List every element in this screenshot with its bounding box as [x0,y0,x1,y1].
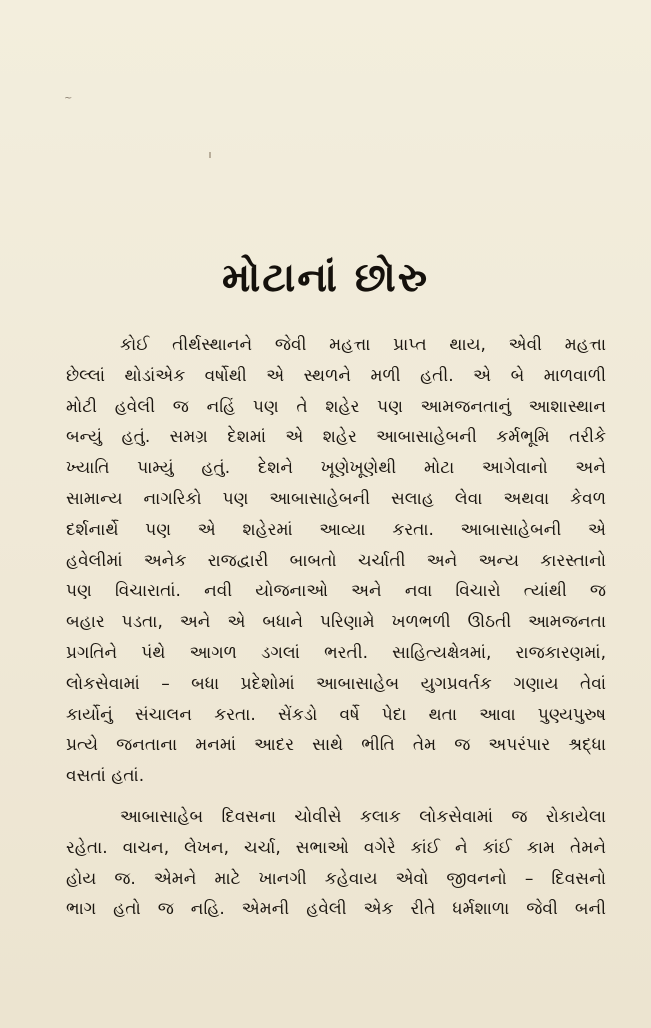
paragraph-1-line-13: કાર્યોનું સંચાલન કરતા. સેંકડો વર્ષે પેદા થતા આવા પુણ્યપુરુષ [66,704,606,725]
paragraph-1-line-6: સામાન્ય નાગરિકો પણ આબાસાહેબની સલાહ લેવા અથવા કેવળ [66,488,606,509]
paragraph-2-line-2: રહેતા. વાચન, લેખન, ચર્ચા, સભાઓ વગેરે કાંઈ ને કાંઈ કામ તેમને [66,837,606,858]
paragraph-2-line-3: હોય જ. એમને માટે ખાનગી કહેવાય એવો જીવનનો – દિવસનો [66,868,606,889]
paragraph-1-line-9: પણ વિચારાતાં. નવી યોજનાઓ અને નવા વિચારો ત્યાંથી જ [66,581,606,602]
paragraph-1-line-7: દર્શનાર્થે પણ એ શહેરમાં આવ્યા કરતા. આબાસાહેબની એ [66,519,606,540]
paragraph-1-line-12: લોકસેવામાં – બધા પ્રદેશોમાં આબાસાહેબ યુગપ્રવર્તક ગણાય તેવાં [66,673,606,694]
paragraph-2-line-1: આબાસાહેબ દિવસના ચોવીસે કલાક લોકસેવામાં જ રોકાયેલા [120,806,606,827]
paragraph-1-line-15: વસતાં હતાં. [66,766,145,787]
paragraph-1-line-8: હવેલીમાં અનેક રાજદ્વારી બાબતો ચર્ચાતી અને અન્ય કારસ્તાનો [66,550,606,571]
paragraph-1-line-4: બન્યું હતું. સમગ્ર દેશમાં એ શહેર આબાસાહેબની કર્મભૂમિ તરીકે [66,427,606,448]
paragraph-1-line-2: છેલ્લાં થોડાંએક વર્ષોથી એ સ્થળને મળી હતી. એ બે માળવાળી [66,365,606,386]
paragraph-1-line-3: મોટી હવેલી જ નહિં પણ તે શહેર પણ આમજનતાનું આશાસ્થાન [66,396,606,417]
paragraph-1-line-5: ખ્યાતિ પામ્યું હતું. દેશને ખૂણેખૂણેથી મોટા આગેવાનો અને [66,458,606,479]
paragraph-2-line-4: ભાગ હતો જ નહિ. એમની હવેલી એક રીતે ધર્મશાળા જેવી બની [66,899,606,920]
paragraph-spacer [66,792,606,802]
chapter-body [66,330,606,925]
paragraph-1-line-10: બહાર પડતા, અને એ બધાને પરિણામે ખળભળી ઊઠતી આમજનતા [66,612,606,633]
paragraph-1-line-11: પ્રગતિને પંથે આગળ ડગલાં ભરતી. સાહિત્યક્ષેત્રમાં, રાજકારણમાં, [66,642,606,663]
chapter-title: મોટાનાં છોરુ [221,255,430,301]
paragraph-1-line-1: કોઈ તીર્થસ્થાનને જેવી મહત્તા પ્રાપ્ત થાય, એવી મહત્તા [120,335,606,355]
paragraph-1-line-14: પ્રત્યે જનતાના મનમાં આદર સાથે ભીતિ તેમ જ અપરંપાર શ્રદ્ધા [66,735,606,756]
page-speck-dot [209,152,211,158]
page-speck-mark: ~ [64,93,73,104]
